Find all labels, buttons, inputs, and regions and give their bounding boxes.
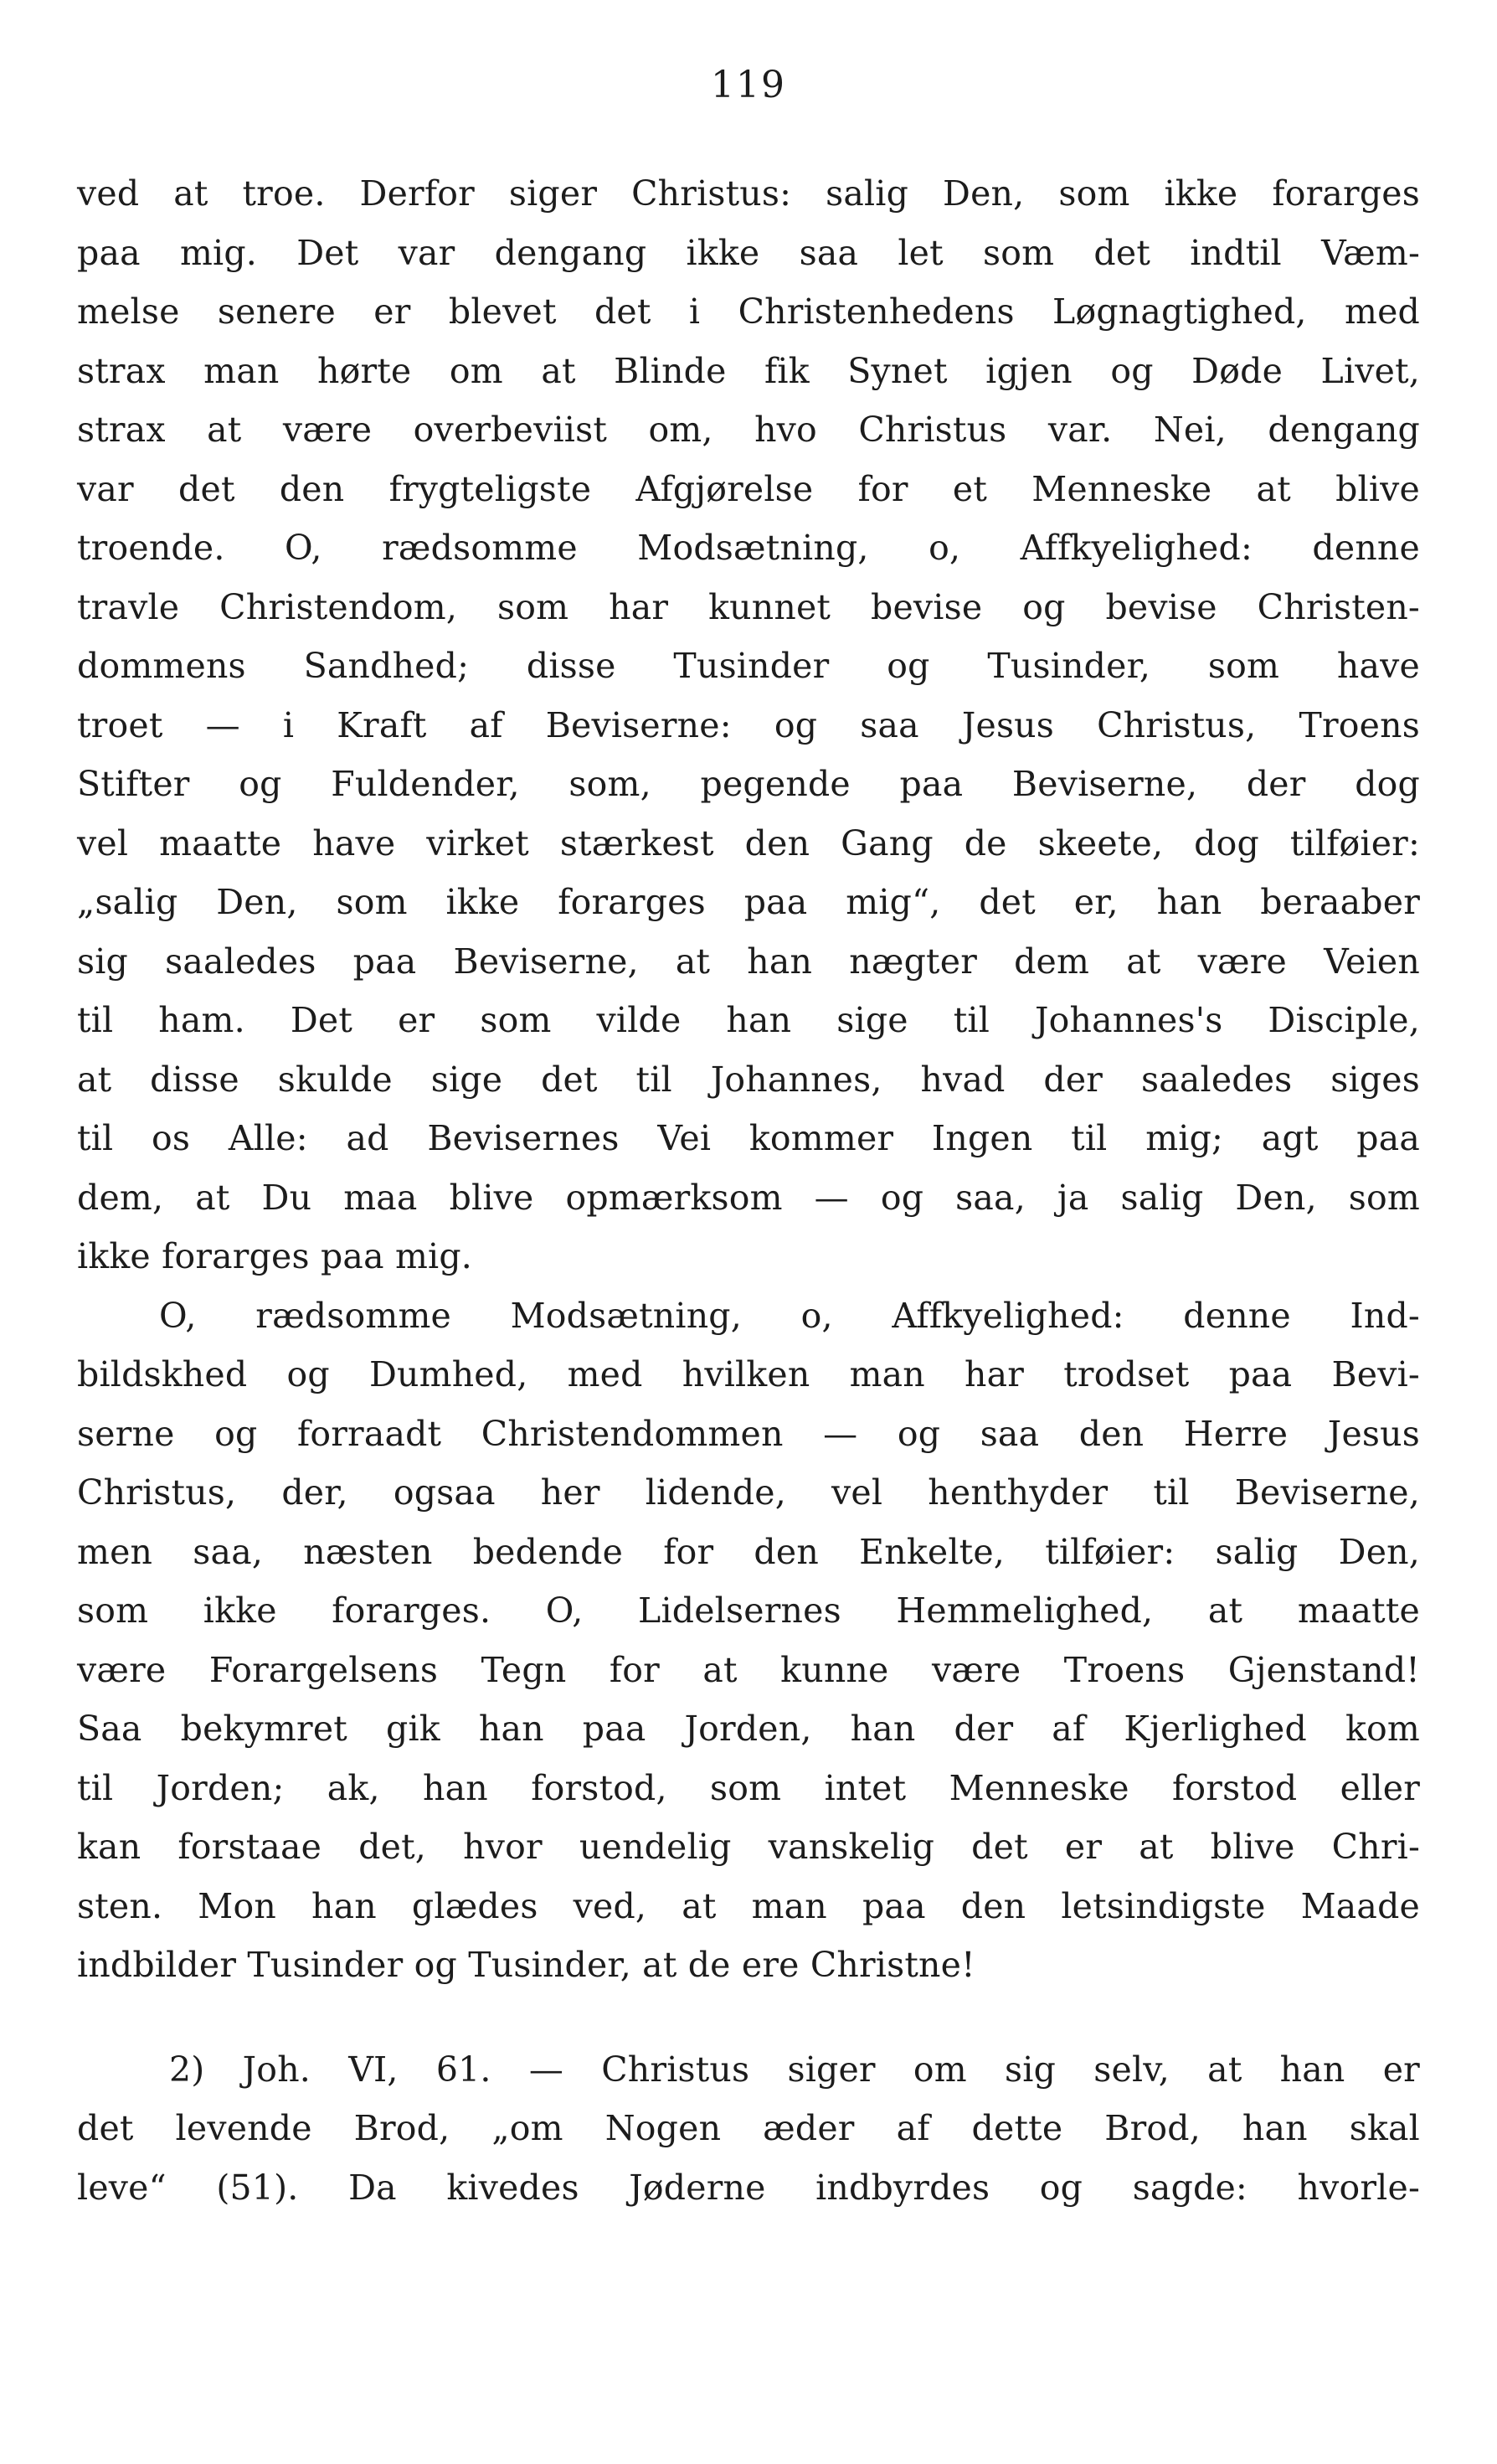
text-line: strax man hørte om at Blinde fik Synet igjen og Døde Livet,	[77, 350, 1420, 391]
page-number: 119	[711, 64, 786, 106]
text-line: O, rædsomme Modsætning, o, Affkyelighed: denne Ind-	[159, 1295, 1420, 1336]
text-line: ikke forarges paa mig.	[77, 1236, 473, 1276]
text-line: til os Alle: ad Bevisernes Vei kommer Ingen til mig; agt paa	[77, 1118, 1420, 1158]
text-line: at disse skulde sige det til Johannes, hvad der saaledes siges	[77, 1059, 1420, 1100]
text-line: kan forstaae det, hvor uendelig vanskelig det er at blive Chri-	[77, 1827, 1420, 1867]
text-line: „salig Den, som ikke forarges paa mig“, det er, han beraaber	[77, 882, 1420, 922]
text-line: være Forargelsens Tegn for at kunne være Troens Gjenstand!	[77, 1649, 1420, 1690]
text-line: ved at troe. Derfor siger Christus: salig Den, som ikke forarges	[77, 173, 1420, 214]
text-line: men saa, næsten bedende for den Enkelte, tilføier: salig Den,	[77, 1531, 1420, 1572]
text-line: til Jorden; ak, han forstod, som intet Menneske forstod eller	[77, 1767, 1420, 1808]
text-line: det levende Brod, „om Nogen æder af dette Brod, han skal	[77, 2108, 1420, 2148]
text-line: vel maatte have virket stærkest den Gang de skeete, dog tilføier:	[77, 822, 1420, 863]
paragraph-2	[77, 1286, 1420, 1995]
text-line: sig saaledes paa Beviserne, at han nægter dem at være Veien	[77, 941, 1420, 982]
text-line: sten. Mon han glædes ved, at man paa den letsindigste Maade	[77, 1885, 1420, 1926]
text-line: bildskhed og Dumhed, med hvilken man har trodset paa Bevi-	[77, 1354, 1420, 1394]
text-line: leve“ (51). Da kivedes Jøderne indbyrdes og sagde: hvorle-	[77, 2167, 1420, 2208]
text-line: melse senere er blevet det i Christenhedens Løgnagtighed, med	[77, 291, 1420, 332]
text-line: indbilder Tusinder og Tusinder, at de ere Christne!	[77, 1945, 975, 1985]
text-line: troet — i Kraft af Beviserne: og saa Jesus Christus, Troens	[77, 704, 1420, 745]
text-line: paa mig. Det var dengang ikke saa let som det indtil Væm-	[77, 232, 1420, 273]
text-line: 2) Joh. VI, 61. — Christus siger om sig selv, at han er	[169, 2049, 1420, 2090]
text-line: Saa bekymret gik han paa Jorden, han der af Kjerlighed kom	[77, 1709, 1420, 1749]
text-line: var det den frygteligste Afgjørelse for et Menneske at blive	[77, 468, 1420, 509]
text-line: Christus, der, ogsaa her lidende, vel henthyder til Beviserne,	[77, 1472, 1420, 1513]
text-line: som ikke forarges. O, Lidelsernes Hemmelighed, at maatte	[77, 1590, 1420, 1631]
text-line: troende. O, rædsomme Modsætning, o, Affkyelighed: denne	[77, 528, 1420, 568]
text-line: dem, at Du maa blive opmærksom — og saa, ja salig Den, som	[77, 1177, 1420, 1218]
text-line: Stifter og Fuldender, som, pegende paa Beviserne, der dog	[77, 764, 1420, 804]
section-gap	[77, 1995, 1420, 2040]
text-line: dommens Sandhed; disse Tusinder og Tusinder, som have	[77, 646, 1420, 686]
text-line: serne og forraadt Christendommen — og saa den Herre Jesus	[77, 1413, 1420, 1454]
body-text	[77, 164, 1420, 2217]
text-line: strax at være overbeviist om, hvo Christus var. Nei, dengang	[77, 410, 1420, 450]
text-line: travle Christendom, som har kunnet bevise og bevise Christen-	[77, 586, 1420, 627]
text-line: til ham. Det er som vilde han sige til Johannes's Disciple,	[77, 1000, 1420, 1040]
paragraph-1	[77, 164, 1420, 1286]
paragraph-3	[77, 2040, 1420, 2218]
